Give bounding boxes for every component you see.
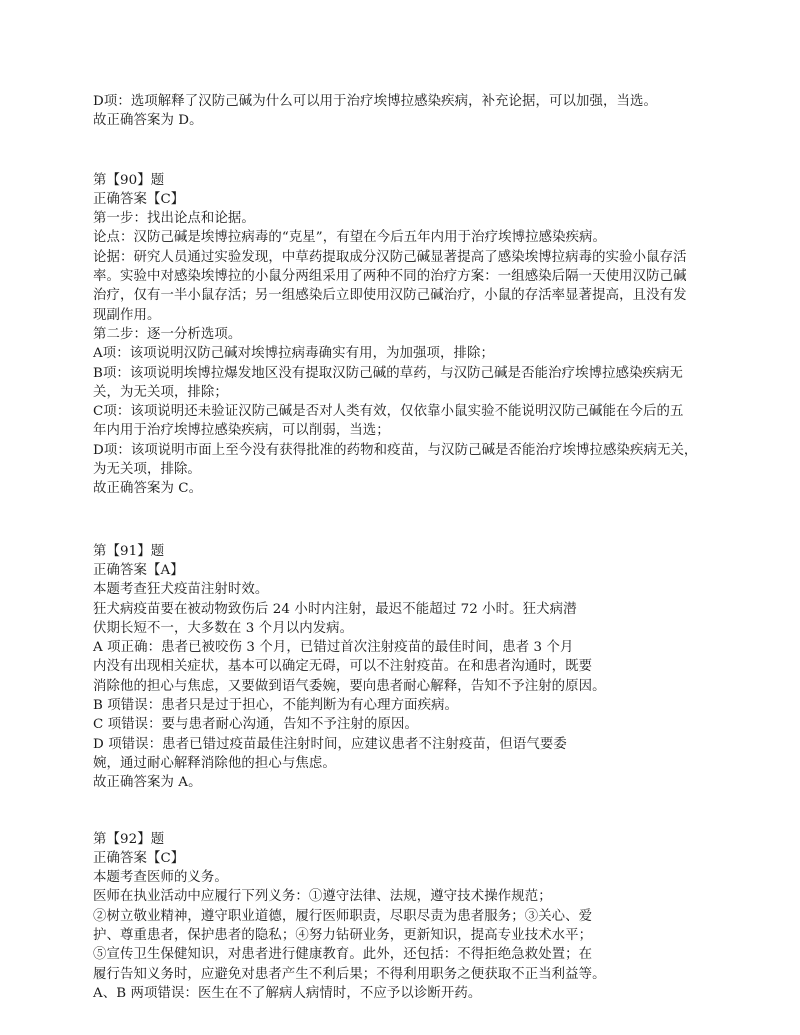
text-line: 现副作用。	[93, 307, 161, 323]
text-line: 消除他的担心与焦虑，又要做到语气委婉，要向患者耐心解释，告知不予注射的原因。	[93, 678, 606, 694]
text-line: 婉，通过耐心解释消除他的担心与焦虑。	[93, 755, 336, 771]
question-90-section	[93, 171, 713, 499]
text-line: 本题考查狂犬疫苗注射时效。	[93, 582, 269, 598]
text-line: ⑤宣传卫生保健知识，对患者进行健康教育。此外，还包括：不得拒绝急救处置；在	[93, 947, 593, 963]
correct-answer: 正确答案【A】	[93, 562, 184, 578]
text-line: 狂犬病疫苗要在被动物致伤后 24 小时内注射，最迟不能超过 72 小时。狂犬病潜	[93, 601, 577, 617]
text-line: 本题考查医师的义务。	[93, 870, 228, 886]
text-line: 护、尊重患者，保护患者的隐私；④努力钻研业务，更新知识，提高专业技术水平；	[93, 927, 593, 943]
text-line: 论点：汉防己碱是埃博拉病毒的“克星”，有望在今后五年内用于治疗埃博拉感染疾病。	[93, 230, 607, 246]
question-number: 第【92】题	[93, 831, 165, 847]
text-line: C 项错误：要与患者耐心沟通，告知不予注射的原因。	[93, 717, 418, 733]
text-line: 关，为无关项，排除；	[93, 384, 228, 400]
correct-answer: 正确答案【C】	[93, 850, 185, 866]
text-line: 治疗，仅有一半小鼠存活；另一组感染后立即使用汉防己碱治疗，小鼠的存活率显著提高，且没有发	[93, 288, 687, 304]
text-line: B项：该项说明埃博拉爆发地区没有提取汉防己碱的草药，与汉防己碱是否能治疗埃博拉感染疾病无	[93, 365, 684, 381]
correct-answer: 正确答案【C】	[93, 191, 185, 207]
intro-section	[93, 92, 713, 131]
text-line: 论据：研究人员通过实验发现，中草药提取成分汉防己碱显著提高了感染埃博拉病毒的实验小鼠存活	[93, 249, 687, 265]
text-line: D项：选项解释了汉防己碱为什么可以用于治疗埃博拉感染疾病，补充论据，可以加强，当选。	[93, 94, 657, 109]
text-line: 医师在执业活动中应履行下列义务：①遵守法律、法规，遵守技术操作规范；	[93, 889, 552, 905]
text-line: 履行告知义务时，应避免对患者产生不利后果；不得利用职务之便获取不正当利益等。	[93, 966, 606, 982]
text-line: D项：该项说明市面上至今没有获得批准的药物和疫苗，与汉防己碱是否能治疗埃博拉感染疾病无关，	[93, 442, 698, 458]
text-line: 第一步：找出论点和论据。	[93, 211, 255, 227]
text-line: A、B 两项错误：医生在不了解病人病情时，不应予以诊断开药。	[93, 985, 482, 1001]
text-line: D 项错误：患者已错过疫苗最佳注射时间，应建议患者不注射疫苗，但语气要委	[93, 736, 567, 752]
question-number: 第【90】题	[93, 172, 165, 188]
text-line: A项：该项说明汉防己碱对埃博拉病毒确实有用，为加强项，排除；	[93, 346, 494, 362]
answer-conclusion: 故正确答案为 A。	[93, 775, 202, 791]
text-line: ②树立敬业精神，遵守职业道德，履行医师职责，尽职尽责为患者服务；③关心、爱	[93, 908, 593, 924]
text-line: 内没有出现相关症状，基本可以确定无碍，可以不注射疫苗。在和患者沟通时，既要	[93, 659, 593, 675]
question-92-section	[93, 830, 713, 1004]
answer-conclusion: 故正确答案为 C。	[93, 481, 203, 497]
text-line: 年内用于治疗埃博拉感染疾病，可以削弱，当选；	[93, 423, 390, 439]
text-line: 率。实验中对感染埃博拉的小鼠分两组采用了两种不同的治疗方案：一组感染后隔一天使用汉防己碱	[93, 269, 687, 285]
text-line: A 项正确：患者已被咬伤 3 个月，已错过首次注射疫苗的最佳时间，患者 3 个月	[93, 640, 574, 656]
question-number: 第【91】题	[93, 543, 165, 559]
question-91-section	[93, 542, 713, 793]
text-line: C项：该项说明还未验证汉防己碱是否对人类有效，仅依靠小鼠实验不能说明汉防己碱能在今后的五	[93, 404, 684, 420]
text-line: B 项错误：患者只是过于担心，不能判断为有心理方面疾病。	[93, 698, 459, 714]
text-line: 第二步：逐一分析选项。	[93, 326, 242, 342]
document-page	[93, 92, 713, 1003]
text-line: 伏期长短不一，大多数在 3 个月以内发病。	[93, 620, 354, 636]
text-line: 为无关项，排除。	[93, 462, 201, 478]
answer-conclusion: 故正确答案为 D。	[93, 113, 203, 129]
